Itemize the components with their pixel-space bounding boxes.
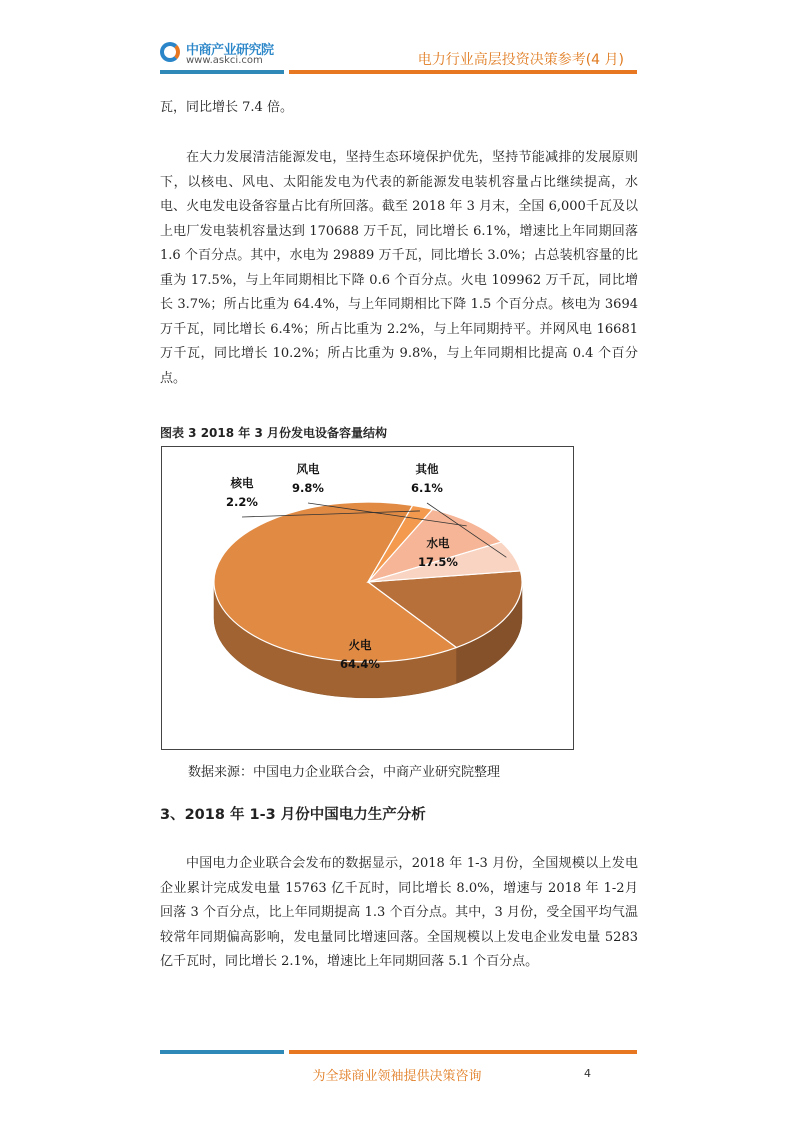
section-heading: 3、2018 年 1-3 月份中国电力生产分析: [160, 807, 426, 823]
pie-chart-container: [161, 446, 574, 750]
pie-value-其他: 6.1%: [411, 481, 443, 495]
pie-label-火电: 火电: [348, 638, 372, 652]
pie-label-水电: 水电: [426, 536, 450, 550]
paragraph-continued: 瓦，同比增长 7.4 倍。: [160, 100, 293, 115]
pie-value-火电: 64.4%: [340, 657, 380, 671]
company-logo: [160, 38, 290, 70]
header-rule-orange: [289, 70, 637, 74]
pie-value-风电: 9.8%: [292, 481, 324, 495]
document-title: 电力行业高层投资决策参考(4 月): [417, 52, 624, 68]
pie-label-核电: 核电: [230, 476, 254, 490]
footer-rule-orange: [289, 1050, 637, 1054]
logo-url: www.askci.com: [186, 55, 263, 66]
footer-rule-blue: [160, 1050, 284, 1054]
logo-name: 中商产业研究院: [186, 43, 274, 58]
logo-icon: [160, 42, 180, 62]
footer-tagline: 为全球商业领袖提供决策咨询: [312, 1069, 482, 1084]
data-source-note: 数据来源：中国电力企业联合会，中商产业研究院整理: [188, 765, 501, 780]
pie-value-核电: 2.2%: [226, 495, 258, 509]
pie-label-风电: 风电: [296, 462, 320, 476]
figure-caption: 图表 3 2018 年 3 月份发电设备容量结构: [160, 426, 387, 440]
header-rule-blue: [160, 70, 284, 74]
pie-label-其他: 其他: [415, 462, 439, 476]
page-number: 4: [584, 1067, 591, 1080]
paragraph-capacity: 在大力发展清洁能源发电，坚持生态环境保护优先，坚持节能减排的发展原则下，以核电、风电、太阳能发电为代表的新能源发电装机容量占比继续提高，水电、火电发电设备容量占比有所回落。截至 2018 年 3 月末，全国 6,000千瓦及以上电厂发电装机容量达到 170688 万千瓦，同比增长 6.1%，增速比上年同期回落 1.6 个百分点。其中，水电为 29889 万千瓦，同比增长 3.0%；占总装机容量的比重为 17.5%，与上年同期相比下降 0.6 个百分点。火电 109962 万千瓦，同比增长 3.7%；所占比重为 64.4%，与上年同期相比下降 1.5 个百分点。核电为 3694 万千瓦，同比增长 6.4%；所占比重为 2.2%，与上年同期持平。并网风电 16681 万千瓦，同比增长 10.2%；所占比重为 9.8%，与上年同期相比提高 0.4 个百分点。: [160, 150, 638, 386]
paragraph-production: 中国电力企业联合会发布的数据显示，2018 年 1-3 月份，全国规模以上发电企业累计完成发电量 15763 亿千瓦时，同比增长 8.0%，增速与 2018 年 1-2月回落 3 个百分点，比上年同期提高 1.3 个百分点。其中，3 月份，受全国平均气温较常年同期偏高影响，发电量同比增速回落。全国规模以上发电企业发电量 5283 亿千瓦时，同比增长 2.1%，增速比上年同期回落 5.1 个百分点。: [160, 856, 638, 969]
pie-value-水电: 17.5%: [418, 555, 458, 569]
pie-chart: [162, 447, 575, 751]
